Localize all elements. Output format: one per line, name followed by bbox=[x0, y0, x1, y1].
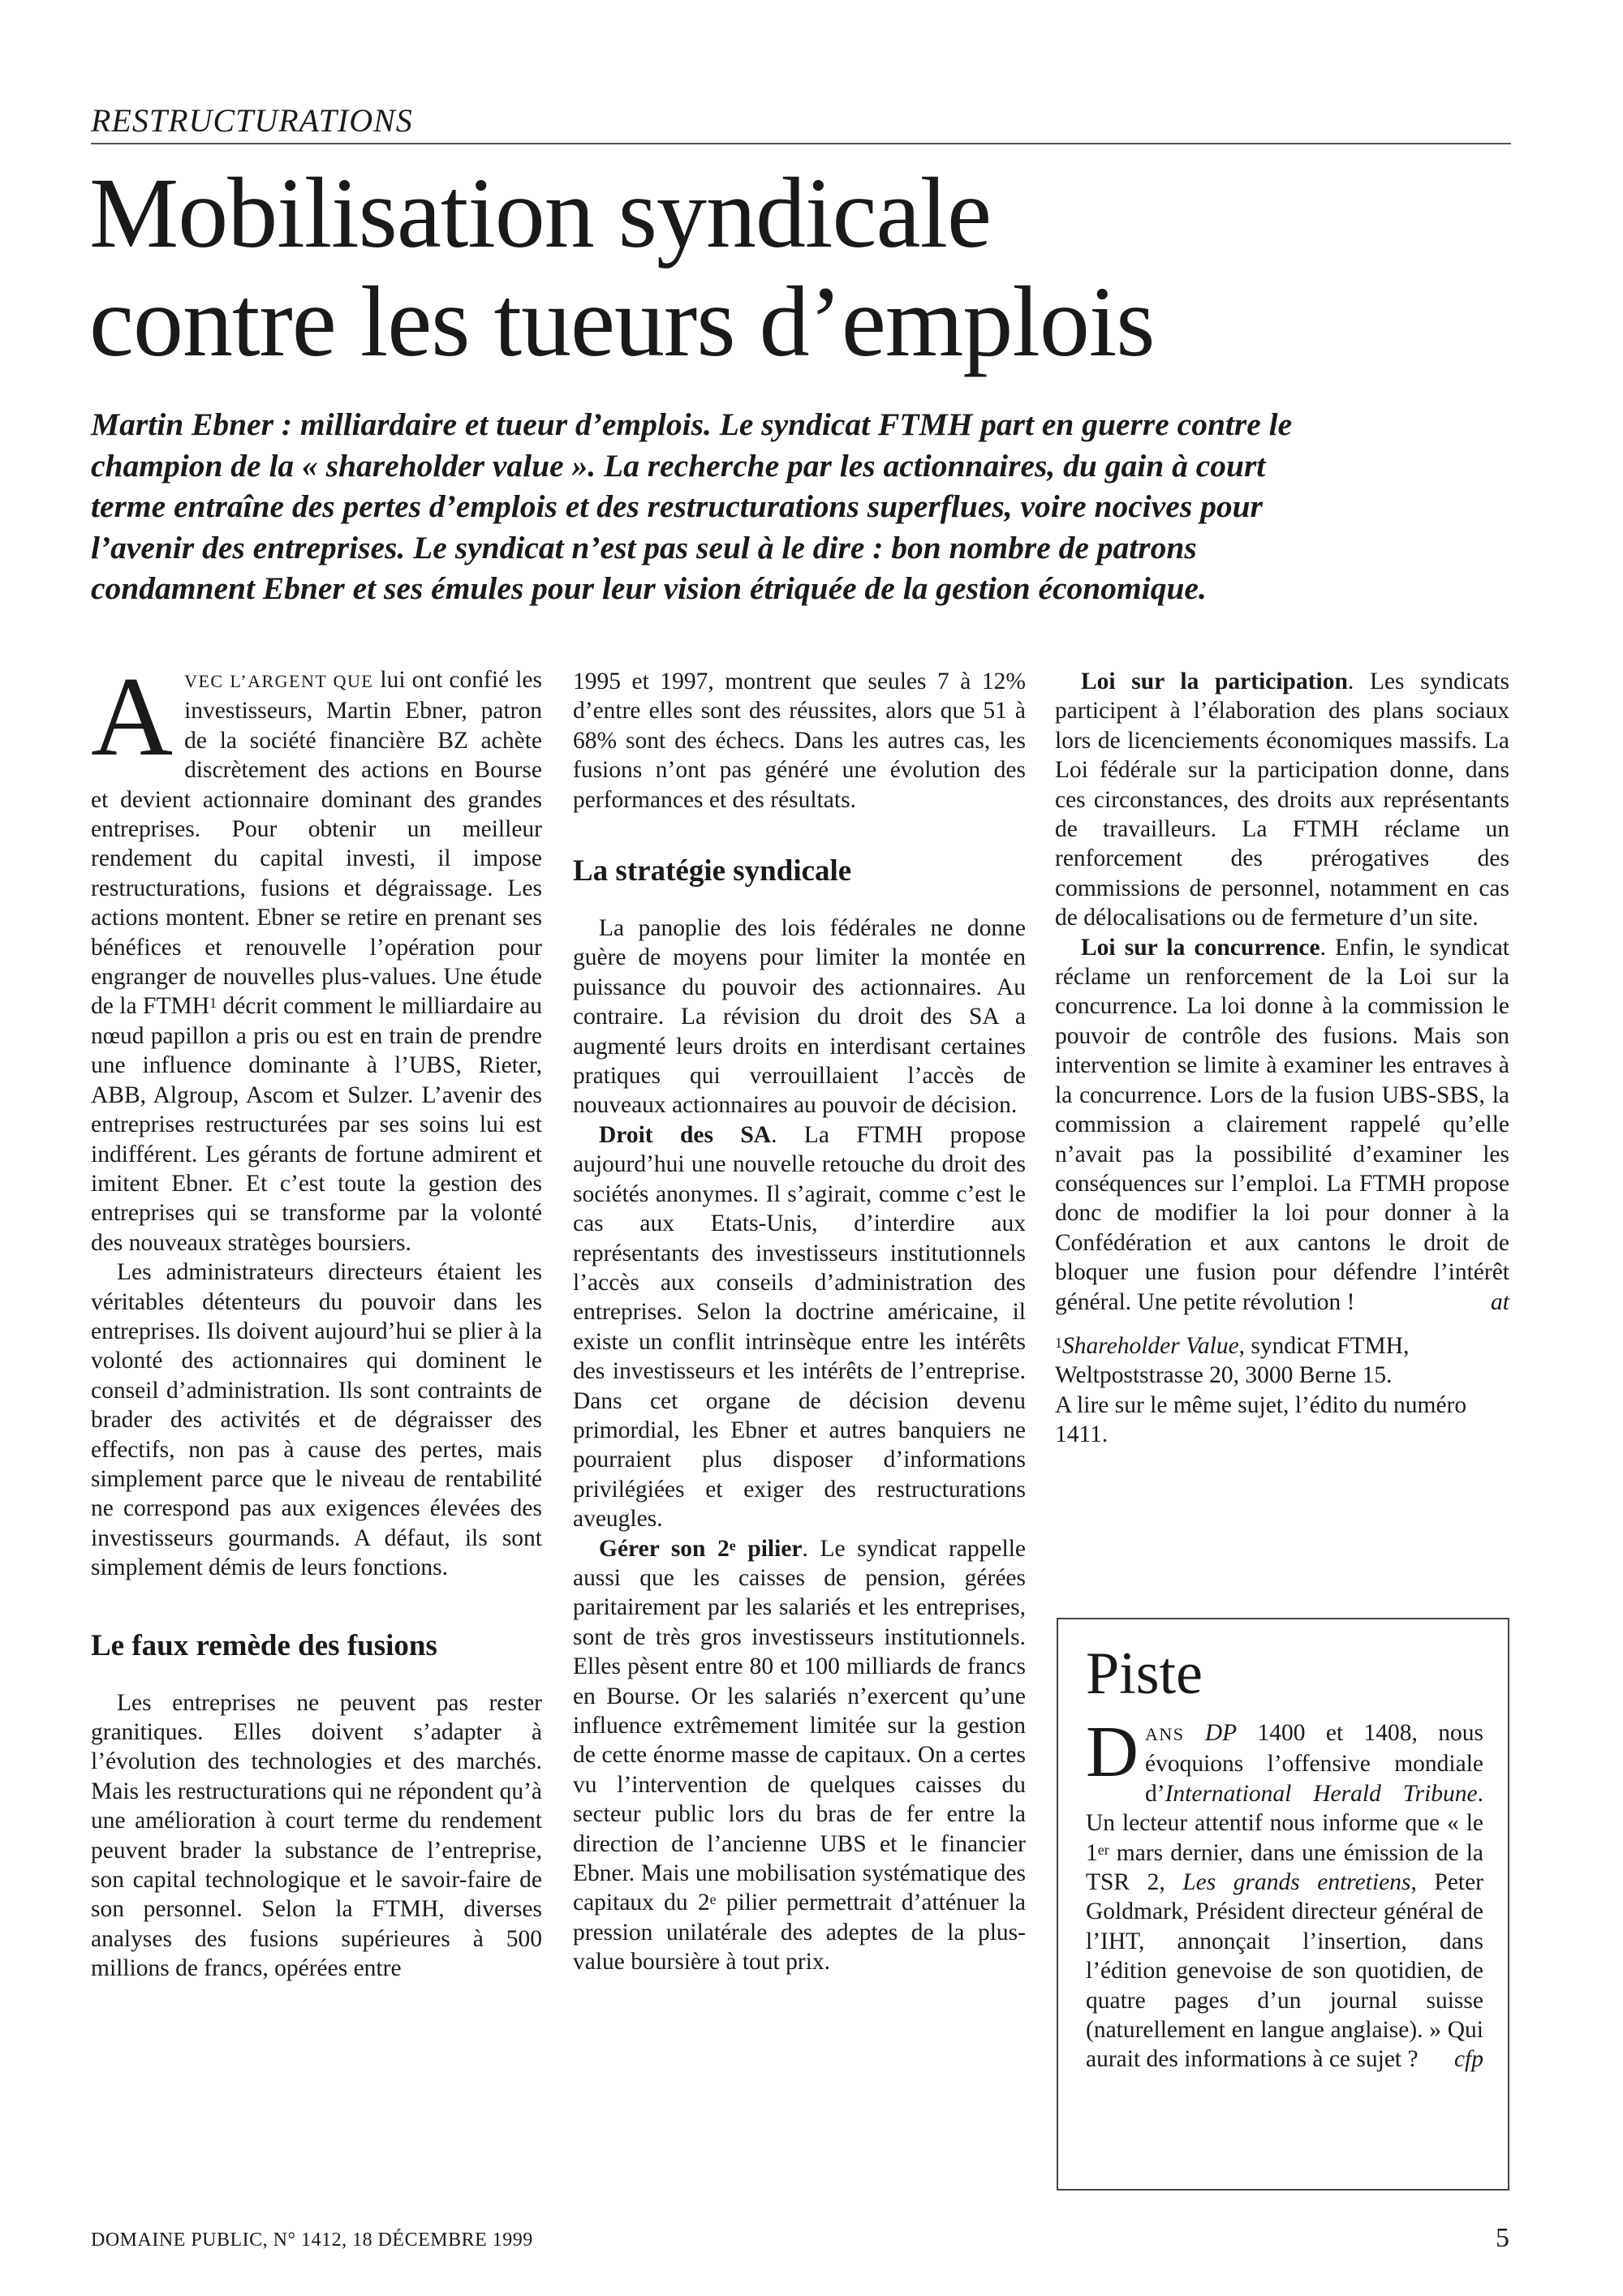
paragraph bbox=[1055, 667, 1509, 933]
article-title bbox=[89, 159, 1469, 376]
keyword-text: Gérer son 2 bbox=[599, 1535, 730, 1562]
author-signature: cfp bbox=[1453, 2046, 1483, 2073]
title-line-1: Mobilisation syndicale bbox=[89, 157, 992, 269]
footnote-ref: 1 bbox=[209, 995, 217, 1012]
paragraph: La panoplie des lois fédérales ne donne guère de moyens pour limiter la montée en puissance du pouvoir des actionnaires. Au contraire. La révision du droit des SA a augmenté leurs droits en interdisant certaines pratiques qui verrouillaient l’accès de nouveaux actionnaires au pouvoir de décision. bbox=[573, 915, 1026, 1119]
paragraph-intro bbox=[91, 654, 543, 1258]
piste-box bbox=[1057, 1618, 1509, 2191]
small-caps-opening: ANS bbox=[1145, 1724, 1185, 1744]
page-footer: DOMAINE PUBLIC, N° 1412, 18 DÉCEMBRE 1999 bbox=[91, 2229, 533, 2251]
subheading-strategie: La stratégie syndicale bbox=[573, 854, 852, 888]
paragraph-text: . La FTMH propose aujourd’hui une nouvelle retouche du droit des sociétés anonymes. Il s’agirait, comme c’est le cas aux Etats-Unis, d’interdire aux représentants des investisseurs institutionnels l’accès aux conseils d’administration des entreprises. Selon la doctrine américaine, il existe un conflit intrinsèque entre les intérêts des investisseurs et les intérêts de l’entreprise. Dans cet organe de décision devenu primordial, les Ebner et autres banquiers ne pourraient plus disposer d’informations privilégiées et exiger des restructurations aveugles. bbox=[573, 1121, 1026, 1533]
text: 1400 et 1408, nous évoquions l’offensive mondiale d’ bbox=[1145, 1720, 1483, 1807]
superscript: er bbox=[1097, 1841, 1109, 1858]
title-line-2: contre les tueurs d’emplois bbox=[89, 266, 1155, 377]
paragraph bbox=[573, 1534, 1026, 1977]
footnote-text: , syndicat FTMH, Weltpoststrasse 20, 3000 Berne 15. bbox=[1055, 1332, 1410, 1389]
author-signature: at bbox=[1491, 1288, 1509, 1315]
paragraph bbox=[573, 1120, 1026, 1534]
footnotes bbox=[1055, 1331, 1509, 1450]
keyword-droit-sa: Droit des SA bbox=[599, 1121, 772, 1148]
paragraph: Les administrateurs directeurs étaient les véritables détenteurs du pouvoir dans les entreprises. Ils doivent aujourd’hui se plier à la volonté des actionnaires qui dominent le conseil d’administration. Ils sont contraints de brader des activités et de dégraisser des effectifs, non pas à cause des pertes, mais simplement parce que le niveau de rentabilité ne correspond pas aux exigences élevées des investisseurs gourmands. A défaut, ils sont simplement démis de leurs fonctions. bbox=[91, 1259, 542, 1581]
small-caps-opening: VEC L’ARGENT QUE bbox=[184, 671, 374, 691]
paragraph: Les entreprises ne peuvent pas rester granitiques. Elles doivent s’adapter à l’évolution des technologies et des marchés. Mais les restructurations qui ne répondent qu’à une amélioration à court terme du rendement peuvent brader la substance de l’entreprise, son capital technologique et le savoir-faire de son personnel. Selon la FTMH, diverses analyses des fusions supérieures à 500 millions de francs, opérées entre bbox=[91, 1689, 542, 1982]
keyword-participation: Loi sur la participation bbox=[1081, 669, 1348, 694]
text: mars dernier, dans une émission de la TSR 2, bbox=[1086, 1839, 1483, 1896]
see-also-note: A lire sur le même sujet, l’édito du numéro 1411. bbox=[1055, 1391, 1467, 1448]
column-3 bbox=[1055, 667, 1509, 1450]
italic-text: Les grands entretiens bbox=[1182, 1869, 1411, 1896]
keyword-2e-pilier bbox=[599, 1536, 803, 1562]
text: . Un lecteur attentif nous informe que « le 1 bbox=[1086, 1780, 1483, 1866]
drop-cap: D bbox=[1086, 1712, 1139, 1792]
drop-cap: A bbox=[91, 654, 174, 780]
article-lead: Martin Ebner : milliardaire et tueur d’emplois. Le syndicat FTMH part en guerre contre le champion de la « shareholder value ». La recherche par les actionnaires, du gain à court terme entraîne des pertes d’emplois et des restructurations superflues, voire nocives pour l’avenir des entreprises. Le syndicat n’est pas seul à le dire : bon nombre de patrons condamnent Ebner et ses émules pour leur vision étriquée de la gestion économique. bbox=[91, 406, 1293, 606]
italic-text: International Herald Tribune bbox=[1165, 1780, 1478, 1807]
text: , Peter Goldmark, Président directeur général de l’IHT, annonçait l’insertion, dans l’édition genevoise de son quotidien, de quatre pages d’un journal suisse (naturellement en langue anglaise). » Qui aurait des informations à ce sujet ? bbox=[1086, 1869, 1483, 2073]
subheading-fusions: Le faux remède des fusions bbox=[91, 1628, 437, 1662]
page-number: 5 bbox=[1496, 2223, 1509, 2253]
keyword-text: pilier bbox=[735, 1535, 803, 1562]
paragraph bbox=[1055, 933, 1509, 1317]
superscript: e bbox=[709, 1891, 717, 1908]
footnote-marker: 1 bbox=[1055, 1334, 1062, 1351]
piste-title: Piste bbox=[1086, 1640, 1203, 1707]
footnote bbox=[1055, 1331, 1509, 1391]
footnote-title: Shareholder Value bbox=[1062, 1332, 1239, 1359]
superscript: e bbox=[729, 1537, 736, 1554]
keyword-concurrence: Loi sur la concurrence bbox=[1081, 934, 1320, 961]
italic-text: DP bbox=[1204, 1720, 1238, 1746]
paragraph-text: décrit comment le milliardaire au nœud papillon a pris ou est en train de prendre une influence dominante à l’UBS, Rieter, ABB, Algroup, Ascom et Sulzer. L’avenir des entreprises restructurées par ses soins lui est indifférent. Les gérants de fortune admirent et imitent Ebner. Et c’est toute la gestion des entreprises qui se transforme par la volonté des nouveaux stratèges boursiers. bbox=[91, 993, 543, 1256]
paragraph: 1995 et 1997, montrent que seules 7 à 12% d’entre elles sont des réussites, alors que 51 à 68% sont des échecs. Dans les autres cas, les fusions n’ont pas généré une évolution des performances et des résultats. bbox=[573, 669, 1026, 813]
paragraph-text: . Les syndicats participent à l’élaboration des plans sociaux lors de licenciements économiques massifs. La Loi fédérale sur la participation donne, dans ces circonstances, des droits aux représentants de travailleurs. La FTMH réclame un renforcement des prérogatives des commissions de personnel, notamment en cas de délocalisations ou de fermeture d’un site. bbox=[1055, 669, 1509, 931]
piste-paragraph bbox=[1086, 1712, 1483, 2075]
section-rubric: RESTRUCTURATIONS bbox=[91, 101, 1511, 144]
column-1 bbox=[91, 654, 543, 1984]
paragraph-text: pilier permettrait d’atténuer la pression unilatérale des adeptes de la plus-value boursière à tout prix. bbox=[573, 1890, 1026, 1976]
paragraph-text: . Enfin, le syndicat réclame un renforcement de la Loi sur la concurrence. La loi donne à la commission le pouvoir de contrôle des fusions. Mais son intervention se limite à examiner les entraves à la concurrence. Lors de la fusion UBS-SBS, la commission a clairement rappelé qu’elle n’avait pas la possibilité d’examiner les conséquences sur l’emploi. La FTMH propose donc de modifier la loi pour donner à la Confédération et aux cantons le droit de bloquer une fusion pour défendre l’intérêt général. Une petite révolution ! bbox=[1055, 934, 1509, 1315]
text bbox=[1185, 1720, 1205, 1746]
paragraph-text: . Le syndicat rappelle aussi que les caisses de pension, gérées paritairement par les salariés et les entreprises, sont de très gros investisseurs institutionnels. Elles pèsent entre 80 et 100 milliards de francs en Bourse. Or les salariés n’exercent qu’une influence extrêmement limitée sur la gestion de cette énorme masse de capitaux. On a certes vu l’intervention de quelques caisses du secteur public lors du bras de fer entre la direction de l’ancienne UBS et le financier Ebner. Mais une mobilisation systématique des capitaux du 2 bbox=[573, 1535, 1026, 1916]
paragraph-text: lui ont confié les investisseurs, Martin Ebner, patron de la société financière BZ achète discrètement des actions en Bourse et devient actionnaire dominant des grandes entreprises. Pour obtenir un meilleur rendement du capital investi, il impose restructurations, fusions et dégraissage. Les actions montent. Ebner se retire en prenant ses bénéfices et renouvelle l’opération pour engranger de nouvelles plus-values. Une étude de la FTMH bbox=[91, 667, 542, 1020]
column-2 bbox=[573, 667, 1026, 1977]
